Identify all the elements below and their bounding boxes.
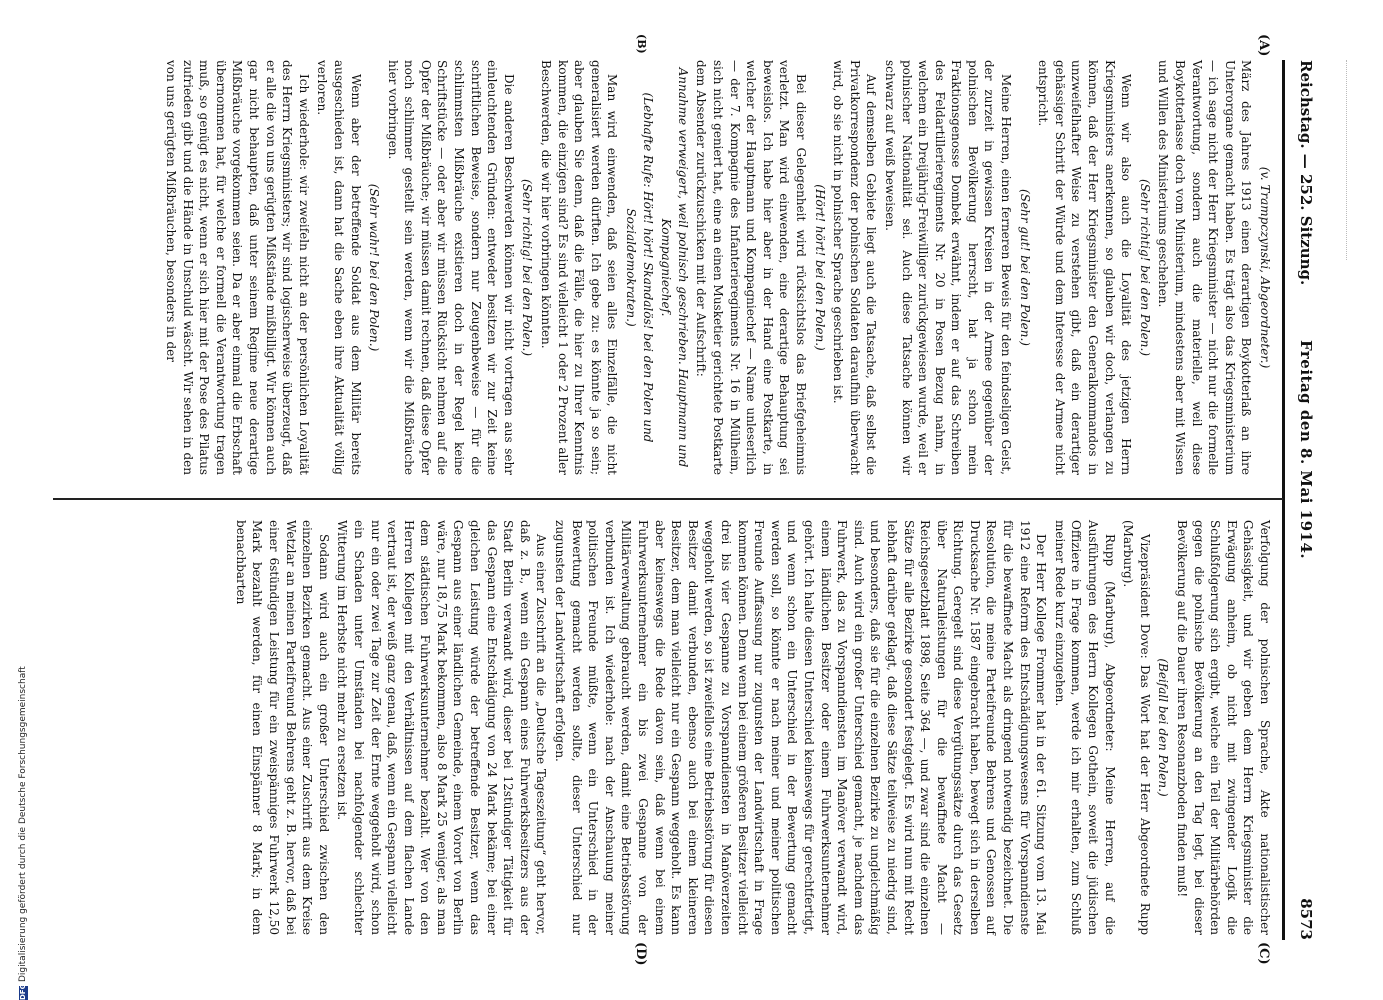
stage-direction: (Beifall bei den Polen.) xyxy=(1156,658,1171,797)
credit-text: Digitalisierung gefördert durch die Deutsche Forschungsgemeinschaft xyxy=(18,666,28,982)
page-header xyxy=(1285,60,1325,940)
stage-direction: (Sehr gut! bei den Polen.) xyxy=(1017,189,1032,346)
paragraph: Wenn aber der betreffende Soldat aus dem Militär bereits ausgeschieden ist, dann hat die Sache eben ihre Aktualität völlig verloren. xyxy=(315,60,363,475)
stage-direction: (v. Trampczynski, Abgeordneter.) xyxy=(1258,166,1272,369)
margin-mark-d: (D) xyxy=(633,942,648,966)
paragraph: Ich wiederhole: wir zweifeln nicht an der persönlichen Loyalität des Herrn Kriegsministers; wir sind logischerweise überzeugt, daß er alle die von uns gerügten Mißstände mißbilligt. Wir können auch gar nicht behaupten, daß unter seinem Regime neue derartige Mißbräuche vorgekommen seien. Da er aber einmal die Erbschaft übernommen hat, für welche er formell die Verantwortung tragen muß, so genügt es nicht, wenn er sich hier mit der Pose des Pilatus zufrieden gibt und die Hände in Unschuld wäscht. Wir sehen in den von uns gerügten Mißbräuchen, besonders in der xyxy=(164,60,311,475)
column-divider xyxy=(53,498,1283,500)
page-number: 8573 xyxy=(1297,898,1315,940)
paragraph: März des Jahres 1913 einen derartigen Boykotterlaß an ihre Unterorgane gemacht haben. Es trägt also das Kriegsministerium — ich sage nicht der Herr Kriegsminister — nicht nur die formelle Verantwortung, sondern auch die materielle, weil diese Boykotterlasse doch vom Ministerium, mindestens aber mit Wissen und Willen des Ministeriums geschehen. xyxy=(1156,60,1254,475)
paragraph: Verfolgung der polnischen Sprache, Akte nationalistischer Gehässigkeit, und wir geben dem Herrn Kriegsminister die Erwägung anheim, ob nicht mit zwingender Logik die Schlußfolgerung sich ergibt, welche ein Teil der Militärbehörden gegen die polnische Bevölkerung an den Tag legt, bei dieser Bevölkerung auf die Dauer ihren Resonanzboden finden muß! xyxy=(1175,520,1272,935)
paragraph: Auf demselben Gebiete liegt auch die Tatsache, daß selbst die Privatkorrespondenz der polnischen Soldaten daraufhin überwacht wird, ob sie nicht in polnischer Sprache geschrieben ist. xyxy=(831,60,879,475)
digitization-credit xyxy=(18,0,38,1000)
left-column xyxy=(160,60,1273,475)
paragraph: Man wird einwenden, daß seien alles Einzelfälle, die nicht generalisiert werden dürften. Ich gebe zu: es könnte ja so sein; aber glauben Sie denn, daß die Fälle, die hier zu Ihrer Kenntnis kommen, die einzigen sind? Es sind vielleicht 1 oder 2 Prozent aller Beschwerden, die wir hier vorbringen könnten. xyxy=(539,60,620,475)
stage-direction: (Lebhafte Rufe: Hört! hört! Skandalös! bei den Polen und Sozialdemokraten.) xyxy=(624,92,655,443)
paragraph: Rupp (Marburg), Abgeordneter: Meine Herren, auf die Ausführungen des Herrn Kollegen Gothein, soweit die jüdischen Offiziere in Frage kommen, werde ich mir erhalten, zum Schluß meiner Rede kurz einzugehen. xyxy=(1052,520,1117,935)
right-column xyxy=(230,520,1273,935)
paragraph: Wenn wir also auch die Loyalität des jetzigen Herrn Kriegsministers anerkennen, so glauben wir doch, verlangen zu können, daß der Herr Kriegsminister den Generalkommandos in unzweifelhafter Weise zu verstehen gibt, daß ein derartiger gehässiger Schritt der Würde und dem Interesse der Armee nicht entspricht. xyxy=(1036,60,1134,475)
paragraph: Sodann wird auch ein großer Unterschied zwischen den einzelnen Bezirken gemacht. Aus einer Zuschrift aus dem Kreise Wetzlar an meinen Parteifreund Behrens geht z. B. hervor, daß bei einer 6stündigen Leistung für ein zweispänniges Fuhrwerk 12,50 Mark bezahlt werden, für einen Einspänner 8 Mark; in dem benachbarten xyxy=(233,520,331,935)
margin-mark-b: (B) xyxy=(635,34,648,54)
margin-mark-c: (C) xyxy=(1256,942,1271,965)
dfg-logo: DFG xyxy=(18,983,27,1000)
stage-direction: (Sehr richtig! bei den Polen.) xyxy=(520,178,535,357)
stage-direction: (Sehr richtig! bei den Polen.) xyxy=(1137,178,1152,357)
scan-speckle xyxy=(1342,60,1347,260)
paragraph: Meine Herren, einen ferneren Beweis für den feindseligen Geist, der zurzeit in gewissen Kreisen in der Armee gegenüber der polnischen Bevölkerung herrscht, hat ja schon mein Fraktionsgenosse Dombek erwähnt, indem er auf das Schreiben des Feldartillerieregiments Nr. 20 in Posen Bezug nahm, in welchem ein Dreijährig-Freiwilliger zurückgewiesen wurde, weil er polnischer Nationalität sei. Auch diese Tatsache können wir schwarz auf weiß beweisen. xyxy=(882,60,1014,475)
margin-mark-a: (A) xyxy=(1256,34,1271,57)
stage-direction: (Sehr wahr! bei den Polen.) xyxy=(367,183,382,352)
paragraph: Bei dieser Gelegenheit wird rücksichtslos das Briefgeheimnis verletzt. Man wird einwenden, eine derartige Behauptung sei beweislos. Ich habe hier aber in der Hand eine Postkarte, in welcher der Hauptmann und Kompagniechef — Name unleserlich — der 7. Kompagnie des Infanterieregiments Nr. 16 in Mülheim, sich nicht geniert hat, eine an einen Musketier gerichtete Postkarte dem Absender zurückzuschicken mit der Aufschrift: xyxy=(694,60,808,475)
stage-direction: (Hört! hört! bei den Polen.) xyxy=(812,184,827,351)
paragraph: Vizepräsident Dove: Das Wort hat der Herr Abgeordnete Rupp (Marburg). xyxy=(1121,520,1152,935)
stage-direction: Annahme verweigert, weil polnisch geschrieben. Hauptmann und Kompagniechef. xyxy=(659,67,690,468)
header-title: Reichstag. — 252. Sitzung. xyxy=(1297,60,1315,286)
paragraph: Der Herr Kollege Frommer hat in der 61. Sitzung vom 13. Mai 1912 eine Reform des Entschädigungswesens für Vorspanndienste für die bewaffnete Macht als dringend notwendig bezeichnet. Die Resolution, die meine Parteifreunde Behrens und Genossen auf Drucksache Nr. 1587 eingebracht haben, bewegt sich in derselben Richtung. Geregelt sind diese Vergütungssätze durch das Gesetz über Naturalleistungen für die bewaffnete Macht — Reichsgesetzblatt 1898, Seite 364 —, und zwar sind die einzelnen Sätze für alle Bezirke gesondert festgelegt. Es wird nun mit Recht lebhaft darüber geklagt, daß diese Sätze teilweise zu niedrig sind, und besonders, daß sie für die einzelnen Bezirke zu ungleichmäßig sind. Auch wird ein großer Unterschied gemacht, je nachdem das Fuhrwerk, das zu Vorspanndiensten im Manöver verwandt wird, einem ländlichen Besitzer oder einem Fuhrwerksunternehmer gehört. Ich halte diesen Unterschied keineswegs für gerechtfertigt, und wenn schon ein Unterschied in der Bewertung gemacht werden soll, so könnte er nach meiner und meiner politischen Freunde Auffassung nur zugunsten der Landwirtschaft in Frage kommen können. Denn wenn bei einem größeren Besitzer vielleicht drei bis vier Gespanne zu Vorspanndiensten in Manöverzeiten weggeholt werden, so ist zweifellos eine Betriebsstörung für diesen Besitzer damit verbunden, ebenso auch bei einem kleineren Besitzer, dem man vielleicht nur ein Gespann weggeholt. Es kann aber keineswegs die Rede davon sein, daß wenn bei einem Fuhrwerksunternehmer ein bis zwei Gespanne von der Militärverwaltung gebraucht werden, damit eine Betriebsstörung verbunden ist. Ich wiederhole: nach der Anschauung meiner politischen Freunde müßte, wenn ein Unterschied in der Bewertung gemacht werden sollte, dieser Unterschied nur zugunsten der Landwirtschaft erfolgen. xyxy=(553,520,1049,935)
header-rule xyxy=(1282,60,1285,940)
paragraph: Die anderen Beschwerden können wir nicht vortragen aus sehr einleuchtenden Gründen: entweder besitzen wir zur Zeit keine schriftlichen Beweise, sondern nur Zeugenbeweise — für die schlimmsten Mißbräuche existieren doch in der Regel keine Schriftstücke — oder aber wir müssen Rücksicht nehmen auf die Opfer der Mißbräuche; wir müssen damit rechnen, daß diese Opfer noch schlimmer gestellt sein werden, wenn wir die Mißbräuche hier vorbringen. xyxy=(385,60,516,475)
paragraph: Aus einer Zuschrift an die „Deutsche Tageszeitung“ geht hervor, daß z. B., wenn ein Gespann eines Fuhrwerksbesitzers aus der Stadt Berlin verwandt wird, dieser bei 12stündiger Tätigkeit für das Gespann eine Entschädigung von 24 Mark bekäme; bei einer gleichen Leistung würde der betreffende Besitzer, wenn das Gespann aus einer ländlichen Gemeinde, einem Vorort von Berlin wäre, nur 18,75 Mark bekommen, also 8 Mark 25 weniger, als man dem städtischen Fuhrwerksunternehmer bezahlt. Wer von den Herren Kollegen mit den Verhältnissen auf dem flachen Lande vertraut ist, der weiß ganz genau, daß, wenn ein Gespann vielleicht nur ein oder zwei Tage zur Zeit der Ernte weggeholt wird, schon ein Schaden unter Umständen bei nachfolgender schlechter Witterung im Herbste nicht mehr zu ersetzen ist. xyxy=(335,520,549,935)
header-date: Freitag den 8. Mai 1914. xyxy=(1297,340,1315,560)
